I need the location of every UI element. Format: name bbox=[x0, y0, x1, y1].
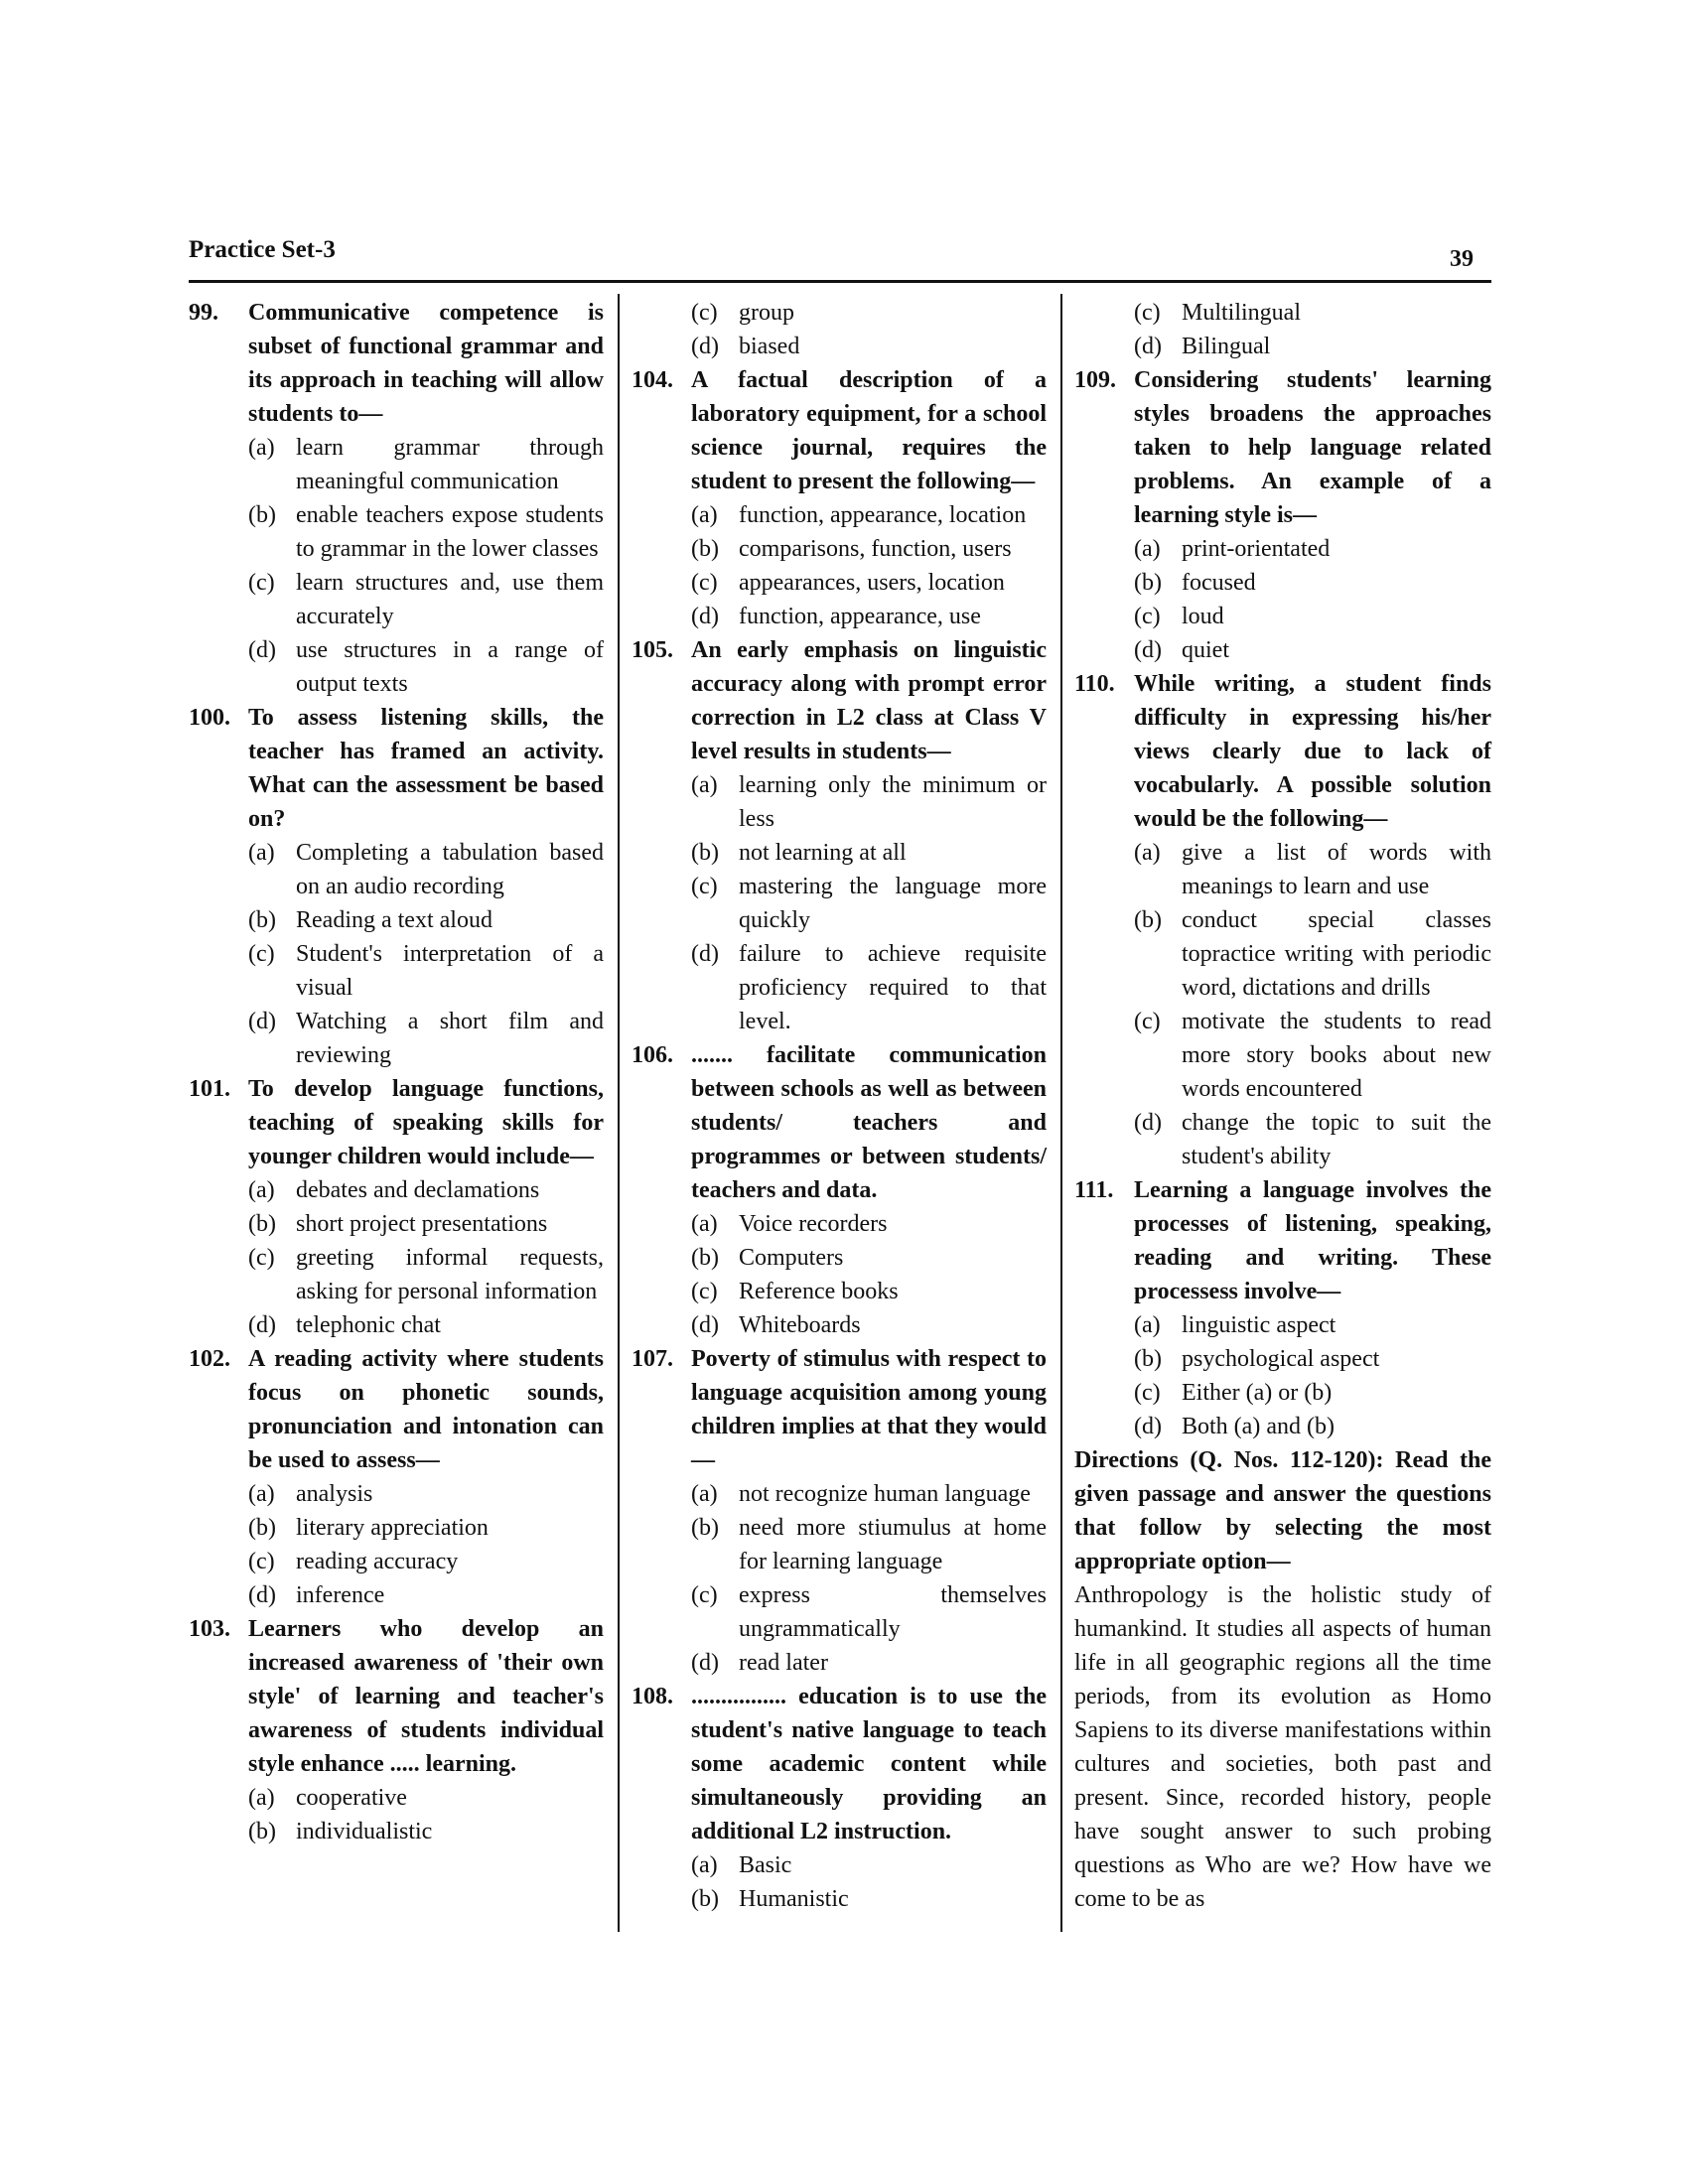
question-stem bbox=[632, 633, 1047, 768]
option-label: (a) bbox=[691, 1481, 718, 1507]
option-text: change the topic to suit the student's ability bbox=[1182, 1110, 1491, 1169]
answer-option bbox=[248, 1308, 604, 1342]
option-text: Voice recorders bbox=[739, 1211, 888, 1237]
option-text: group bbox=[739, 300, 794, 326]
option-text: Computers bbox=[739, 1245, 844, 1271]
column-2 bbox=[632, 296, 1047, 1916]
column-3 bbox=[1074, 296, 1491, 1916]
option-text: short project presentations bbox=[296, 1211, 548, 1237]
option-text: Humanistic bbox=[739, 1886, 849, 1912]
answer-option bbox=[691, 836, 1047, 870]
answer-option bbox=[691, 296, 1047, 330]
option-text: learn grammar through meaningful communication bbox=[296, 435, 604, 494]
option-label: (b) bbox=[248, 502, 276, 528]
question-number: 108. bbox=[632, 1684, 673, 1709]
column-divider-1 bbox=[618, 294, 620, 1932]
option-label: (c) bbox=[691, 300, 718, 326]
option-label: (a) bbox=[248, 840, 275, 866]
option-text: debates and declamations bbox=[296, 1177, 540, 1203]
answer-option bbox=[1134, 836, 1491, 903]
option-text: express themselves ungrammatically bbox=[739, 1582, 1047, 1642]
option-label: (d) bbox=[1134, 637, 1162, 663]
question-block bbox=[1074, 1173, 1491, 1443]
answer-option bbox=[248, 1815, 604, 1848]
answer-option bbox=[248, 431, 604, 498]
option-label: (c) bbox=[1134, 1380, 1161, 1406]
answer-option bbox=[691, 1477, 1047, 1511]
question-text: A factual description of a laboratory equipment, for a school science journal, requires the student to present the following— bbox=[691, 367, 1047, 494]
answer-option bbox=[1134, 1005, 1491, 1106]
question-number: 100. bbox=[189, 705, 230, 731]
answer-option bbox=[1134, 600, 1491, 633]
option-label: (d) bbox=[691, 604, 719, 629]
answer-option bbox=[691, 870, 1047, 937]
option-label: (d) bbox=[248, 637, 276, 663]
option-label: (c) bbox=[248, 1245, 275, 1271]
option-label: (c) bbox=[1134, 300, 1161, 326]
option-label: (a) bbox=[248, 1481, 275, 1507]
answer-option bbox=[691, 600, 1047, 633]
answer-option bbox=[1134, 1106, 1491, 1173]
answer-option bbox=[691, 1882, 1047, 1916]
option-text: failure to achieve requisite proficiency required to that level. bbox=[739, 941, 1047, 1034]
option-label: (b) bbox=[1134, 1346, 1162, 1372]
question-number: 109. bbox=[1074, 367, 1116, 393]
question-stem bbox=[189, 1612, 604, 1781]
option-label: (b) bbox=[1134, 570, 1162, 596]
option-label: (d) bbox=[691, 1312, 719, 1338]
answer-option bbox=[248, 1781, 604, 1815]
option-text: inference bbox=[296, 1582, 385, 1608]
answer-option bbox=[1134, 1308, 1491, 1342]
option-text: Student's interpretation of a visual bbox=[296, 941, 604, 1001]
option-text: Multilingual bbox=[1182, 300, 1301, 326]
option-text: biased bbox=[739, 334, 800, 359]
question-number: 104. bbox=[632, 367, 673, 393]
option-label: (d) bbox=[248, 1312, 276, 1338]
answer-option bbox=[248, 1511, 604, 1545]
option-label: (a) bbox=[691, 502, 718, 528]
option-label: (a) bbox=[248, 435, 275, 461]
option-label: (d) bbox=[691, 1650, 719, 1676]
option-label: (c) bbox=[691, 874, 718, 899]
question-text: To develop language functions, teaching of speaking skills for younger children would include— bbox=[248, 1076, 604, 1169]
question-text: Poverty of stimulus with respect to language acquisition among young children implies at that they would— bbox=[691, 1346, 1047, 1473]
question-stem bbox=[189, 296, 604, 431]
option-label: (d) bbox=[248, 1582, 276, 1608]
option-text: learning only the minimum or less bbox=[739, 772, 1047, 832]
option-text: linguistic aspect bbox=[1182, 1312, 1336, 1338]
option-text: reading accuracy bbox=[296, 1549, 459, 1574]
answer-option bbox=[1134, 633, 1491, 667]
question-block bbox=[632, 1680, 1047, 1916]
question-text: An early emphasis on linguistic accuracy along with prompt error correction in L2 class at Class V level results in students— bbox=[691, 637, 1047, 764]
option-label: (a) bbox=[1134, 536, 1161, 562]
option-text: print-orientated bbox=[1182, 536, 1331, 562]
option-label: (d) bbox=[691, 941, 719, 967]
option-label: (a) bbox=[1134, 840, 1161, 866]
option-text: give a list of words with meanings to learn and use bbox=[1182, 840, 1491, 899]
question-stem bbox=[632, 363, 1047, 498]
option-label: (b) bbox=[691, 1886, 719, 1912]
option-label: (b) bbox=[248, 1515, 276, 1541]
answer-option bbox=[691, 498, 1047, 532]
option-text: need more stiumulus at home for learning language bbox=[739, 1515, 1047, 1574]
option-text: focused bbox=[1182, 570, 1256, 596]
option-label: (d) bbox=[1134, 334, 1162, 359]
option-label: (a) bbox=[691, 1852, 718, 1878]
question-stem bbox=[632, 1680, 1047, 1848]
option-label: (b) bbox=[248, 1819, 276, 1844]
answer-option bbox=[1134, 1410, 1491, 1443]
question-text: ....... facilitate communication between schools as well as between students/ teachers and programmes or between students/ teachers and data. bbox=[691, 1042, 1047, 1203]
question-number: 111. bbox=[1074, 1177, 1114, 1203]
question-block bbox=[632, 1038, 1047, 1342]
option-text: Reference books bbox=[739, 1279, 899, 1304]
question-text: To assess listening skills, the teacher has framed an activity. What can the assessment be based on? bbox=[248, 705, 604, 832]
option-label: (a) bbox=[248, 1177, 275, 1203]
option-text: Basic bbox=[739, 1852, 792, 1878]
question-stem bbox=[189, 701, 604, 836]
option-text: appearances, users, location bbox=[739, 570, 1005, 596]
answer-option bbox=[691, 532, 1047, 566]
question-text: ................ education is to use the student's native language to teach some academic content while simultaneously providing an additional L2 instruction. bbox=[691, 1684, 1047, 1844]
answer-option bbox=[1134, 296, 1491, 330]
answer-option bbox=[248, 1477, 604, 1511]
answer-option bbox=[1134, 903, 1491, 1005]
page-number: 39 bbox=[1450, 246, 1474, 272]
option-text: quiet bbox=[1182, 637, 1229, 663]
question-block bbox=[632, 633, 1047, 1038]
passage-directions: Directions (Q. Nos. 112-120): Read the given passage and answer the questions that follow by selecting the most appropriate option— bbox=[1074, 1447, 1491, 1574]
option-text: literary appreciation bbox=[296, 1515, 489, 1541]
answer-option bbox=[248, 937, 604, 1005]
answer-option bbox=[1134, 532, 1491, 566]
answer-option bbox=[248, 903, 604, 937]
option-label: (b) bbox=[691, 1515, 719, 1541]
option-label: (c) bbox=[248, 570, 275, 596]
question-block bbox=[189, 1072, 604, 1342]
question-number: 106. bbox=[632, 1042, 673, 1068]
answer-option bbox=[1134, 1376, 1491, 1410]
question-number: 105. bbox=[632, 637, 673, 663]
option-label: (c) bbox=[691, 1582, 718, 1608]
question-number: 103. bbox=[189, 1616, 230, 1642]
option-text: read later bbox=[739, 1650, 828, 1676]
option-text: mastering the language more quickly bbox=[739, 874, 1047, 933]
option-label: (b) bbox=[691, 1245, 719, 1271]
answer-option bbox=[248, 1241, 604, 1308]
option-label: (c) bbox=[1134, 1009, 1161, 1034]
question-block bbox=[632, 1342, 1047, 1680]
option-label: (c) bbox=[691, 1279, 718, 1304]
option-text: use structures in a range of output texts bbox=[296, 637, 604, 697]
question-stem bbox=[1074, 667, 1491, 836]
answer-option bbox=[691, 1275, 1047, 1308]
running-header: Practice Set-3 bbox=[189, 236, 336, 263]
question-text: Learning a language involves the processes of listening, speaking, reading and writing. These processess involve— bbox=[1134, 1177, 1491, 1304]
option-label: (d) bbox=[691, 334, 719, 359]
reading-passage: Anthropology is the holistic study of humankind. It studies all aspects of human life in all geographic regions all the time periods, from its evolution as Homo Sapiens to its diverse manifestations within cultures and societies, both past and present. Since, recorded history, people have sought answer to such probing questions as Who are we? How have we come to be as bbox=[1074, 1582, 1491, 1912]
answer-option bbox=[248, 498, 604, 566]
option-text: function, appearance, use bbox=[739, 604, 981, 629]
question-stem bbox=[1074, 1173, 1491, 1308]
question-stem bbox=[632, 1038, 1047, 1207]
option-label: (d) bbox=[1134, 1414, 1162, 1439]
answer-option bbox=[691, 566, 1047, 600]
answer-option bbox=[691, 1578, 1047, 1646]
option-text: function, appearance, location bbox=[739, 502, 1027, 528]
question-block bbox=[632, 296, 1047, 363]
option-label: (a) bbox=[691, 1211, 718, 1237]
question-block bbox=[189, 1612, 604, 1848]
option-text: telephonic chat bbox=[296, 1312, 441, 1338]
answer-option bbox=[691, 1207, 1047, 1241]
question-block bbox=[189, 701, 604, 1072]
question-block bbox=[1074, 667, 1491, 1173]
answer-option bbox=[248, 1207, 604, 1241]
option-label: (c) bbox=[248, 941, 275, 967]
question-stem bbox=[189, 1342, 604, 1477]
option-label: (b) bbox=[691, 840, 719, 866]
option-text: comparisons, function, users bbox=[739, 536, 1012, 562]
option-text: Reading a text aloud bbox=[296, 907, 492, 933]
option-text: loud bbox=[1182, 604, 1224, 629]
answer-option bbox=[248, 836, 604, 903]
answer-option bbox=[248, 1173, 604, 1207]
answer-option bbox=[248, 1545, 604, 1578]
option-label: (a) bbox=[691, 772, 718, 798]
option-label: (b) bbox=[248, 907, 276, 933]
option-label: (a) bbox=[248, 1785, 275, 1811]
option-text: not recognize human language bbox=[739, 1481, 1031, 1507]
option-text: Bilingual bbox=[1182, 334, 1271, 359]
option-text: cooperative bbox=[296, 1785, 407, 1811]
option-text: Completing a tabulation based on an audio recording bbox=[296, 840, 604, 899]
answer-option bbox=[1134, 1342, 1491, 1376]
option-text: Watching a short film and reviewing bbox=[296, 1009, 604, 1068]
answer-option bbox=[691, 330, 1047, 363]
option-label: (a) bbox=[1134, 1312, 1161, 1338]
question-block bbox=[1074, 363, 1491, 667]
question-text: Communicative competence is subset of functional grammar and its approach in teaching will allow students to— bbox=[248, 300, 604, 427]
answer-option bbox=[691, 1511, 1047, 1578]
option-label: (b) bbox=[248, 1211, 276, 1237]
question-stem bbox=[1074, 363, 1491, 532]
option-label: (c) bbox=[248, 1549, 275, 1574]
option-text: enable teachers expose students to grammar in the lower classes bbox=[296, 502, 604, 562]
answer-option bbox=[691, 937, 1047, 1038]
option-text: greeting informal requests, asking for personal information bbox=[296, 1245, 604, 1304]
answer-option bbox=[248, 633, 604, 701]
question-text: Considering students' learning styles broadens the approaches taken to help language related problems. An example of a learning style is— bbox=[1134, 367, 1491, 528]
question-number: 110. bbox=[1074, 671, 1115, 697]
option-text: psychological aspect bbox=[1182, 1346, 1380, 1372]
option-label: (b) bbox=[1134, 907, 1162, 933]
option-label: (d) bbox=[248, 1009, 276, 1034]
answer-option bbox=[248, 1578, 604, 1612]
answer-option bbox=[1134, 566, 1491, 600]
question-block bbox=[189, 1342, 604, 1612]
option-text: analysis bbox=[296, 1481, 373, 1507]
column-1 bbox=[189, 296, 604, 1848]
option-text: individualistic bbox=[296, 1819, 433, 1844]
option-label: (c) bbox=[1134, 604, 1161, 629]
answer-option bbox=[691, 1848, 1047, 1882]
option-text: Whiteboards bbox=[739, 1312, 861, 1338]
answer-option bbox=[248, 1005, 604, 1072]
question-block bbox=[1074, 296, 1491, 363]
question-text: While writing, a student finds difficulty in expressing his/her views clearly due to lack of vocabularly. A possible solution would be the following— bbox=[1134, 671, 1491, 832]
answer-option bbox=[691, 1646, 1047, 1680]
option-text: Either (a) or (b) bbox=[1182, 1380, 1333, 1406]
question-number: 102. bbox=[189, 1346, 230, 1372]
answer-option bbox=[691, 1308, 1047, 1342]
question-block bbox=[632, 363, 1047, 633]
answer-option bbox=[691, 768, 1047, 836]
header-rule bbox=[189, 280, 1491, 283]
question-stem bbox=[189, 1072, 604, 1173]
question-stem bbox=[632, 1342, 1047, 1477]
question-text: A reading activity where students focus on phonetic sounds, pronunciation and intonation can be used to assess— bbox=[248, 1346, 604, 1473]
question-number: 99. bbox=[189, 300, 218, 326]
option-label: (b) bbox=[691, 536, 719, 562]
question-text: Learners who develop an increased awareness of 'their own style' of learning and teacher's awareness of students individual style enhance ..... learning. bbox=[248, 1616, 604, 1777]
option-text: learn structures and, use them accurately bbox=[296, 570, 604, 629]
question-number: 101. bbox=[189, 1076, 230, 1102]
answer-option bbox=[1134, 330, 1491, 363]
option-text: not learning at all bbox=[739, 840, 907, 866]
option-text: conduct special classes topractice writing with periodic word, dictations and drills bbox=[1182, 907, 1491, 1001]
question-number: 107. bbox=[632, 1346, 673, 1372]
option-label: (c) bbox=[691, 570, 718, 596]
option-text: motivate the students to read more story books about new words encountered bbox=[1182, 1009, 1491, 1102]
option-text: Both (a) and (b) bbox=[1182, 1414, 1335, 1439]
option-label: (d) bbox=[1134, 1110, 1162, 1136]
question-block bbox=[189, 296, 604, 701]
answer-option bbox=[248, 566, 604, 633]
column-divider-2 bbox=[1060, 294, 1062, 1932]
answer-option bbox=[691, 1241, 1047, 1275]
